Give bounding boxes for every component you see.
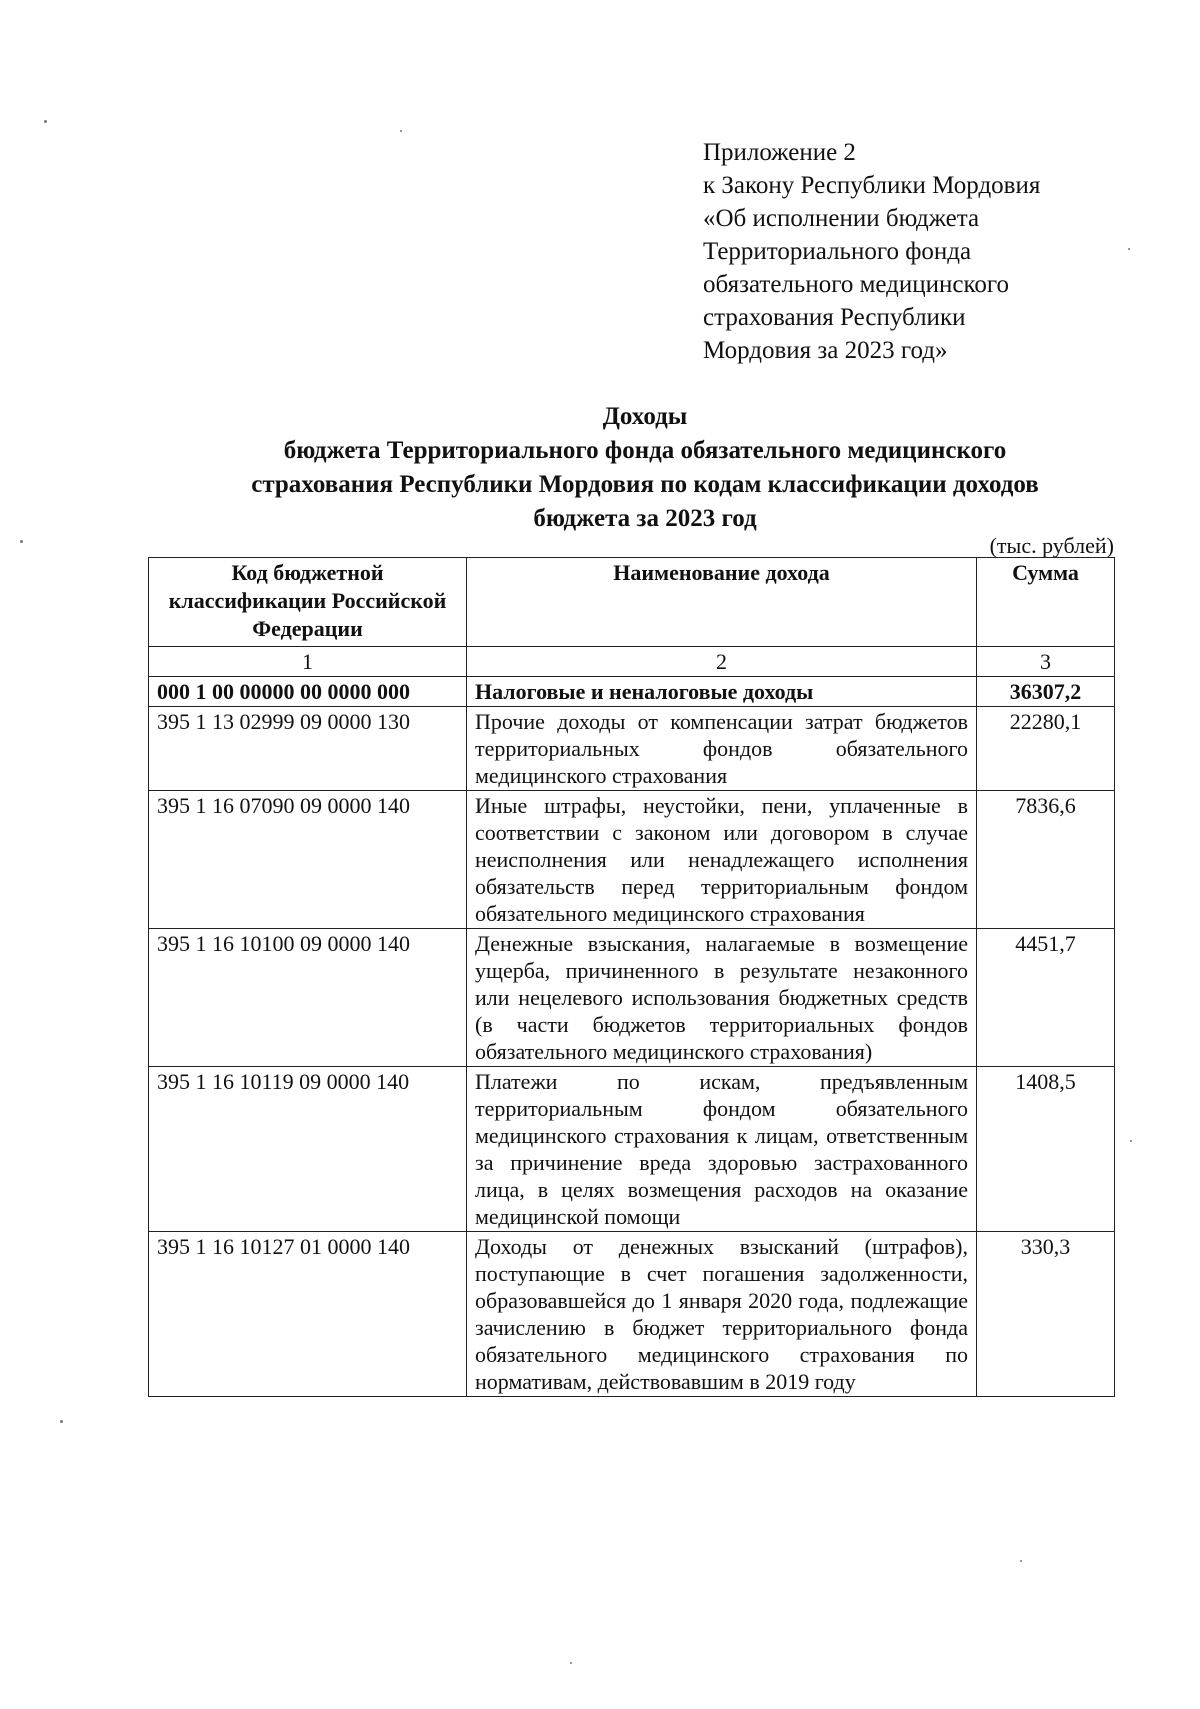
row-amount: 7836,6: [977, 791, 1115, 929]
scan-speck: [60, 1420, 63, 1423]
row-name: Прочие доходы от компенсации затрат бюджетов территориальных фондов обязательного медицинского страхования: [467, 707, 977, 791]
row-code: 395 1 13 02999 09 0000 130: [149, 707, 467, 791]
row-name: Денежные взыскания, налагаемые в возмещение ущерба, причиненного в результате незаконного или нецелевого использования бюджетных средств (в части бюджетов территориальных фондов обязательного медицинского страхования): [467, 929, 977, 1067]
appendix-line: Территориального фонда: [703, 238, 972, 265]
appendix-line: «Об исполнении бюджета: [703, 205, 980, 232]
row-name: Иные штрафы, неустойки, пени, уплаченные в соответствии с законом или договором в случае неисполнения или ненадлежащего исполнения обязательств перед территориальным фондом обязательного медицинского страхования: [467, 791, 977, 929]
title-line: Доходы: [602, 403, 688, 430]
row-code: 395 1 16 10119 09 0000 140: [149, 1067, 467, 1232]
title-line: страхования Республики Мордовия по кодам классификации доходов: [251, 471, 1039, 498]
scan-speck: [400, 130, 402, 132]
scan-speck: [1130, 1140, 1132, 1142]
table-row: [149, 791, 1115, 929]
column-number: 1: [149, 647, 467, 677]
income-table: [148, 557, 1115, 1397]
units-note: (тыс. рублей): [989, 533, 1114, 558]
row-amount: 22280,1: [977, 707, 1115, 791]
appendix-line: обязательного медицинского: [703, 271, 1010, 298]
row-name: Налоговые и неналоговые доходы: [467, 677, 977, 707]
row-code: 395 1 16 07090 09 0000 140: [149, 791, 467, 929]
table-row: [149, 1067, 1115, 1232]
scan-speck: [1128, 248, 1130, 250]
title-line: бюджета Территориального фонда обязательного медицинского: [283, 437, 1007, 464]
row-name: Доходы от денежных взысканий (штрафов), поступающие в счет погашения задолженности, образовавшейся до 1 января 2020 года, подлежащие зачислению в бюджет территориального фонда обязательного медицинского страхования по нормативам, действовавшим в 2019 году: [467, 1232, 977, 1397]
table-row: [149, 707, 1115, 791]
scan-speck: [570, 1662, 572, 1664]
appendix-line: Приложение 2: [703, 139, 856, 166]
title-line: бюджета за 2023 год: [533, 505, 757, 532]
table-header-row: [149, 558, 1115, 647]
scan-speck: [1020, 1560, 1022, 1562]
scan-speck: [44, 120, 47, 123]
row-code: 000 1 00 00000 00 0000 000: [149, 677, 467, 707]
document-title: [140, 400, 1150, 536]
row-code: 395 1 16 10100 09 0000 140: [149, 929, 467, 1067]
row-amount: 36307,2: [977, 677, 1115, 707]
table-row: [149, 1232, 1115, 1397]
column-number: 3: [977, 647, 1115, 677]
table-row-total: [149, 677, 1115, 707]
header-name: Наименование дохода: [467, 558, 977, 647]
row-name: Платежи по искам, предъявленным территориальным фондом обязательного медицинского страхования к лицам, ответственным за причинение вреда здоровью застрахованного лица, в целях возмещения расходов на оказание медицинской помощи: [467, 1067, 977, 1232]
column-number: 2: [467, 647, 977, 677]
header-code: Код бюджетной классификации Российской Федерации: [149, 558, 467, 647]
appendix-line: к Закону Республики Мордовия: [703, 172, 1041, 199]
row-amount: 4451,7: [977, 929, 1115, 1067]
scan-speck: [20, 540, 23, 543]
header-amount: Сумма: [977, 558, 1115, 647]
appendix-line: страхования Республики: [703, 304, 966, 331]
column-number-row: [149, 647, 1115, 677]
row-amount: 1408,5: [977, 1067, 1115, 1232]
appendix-line: Мордовия за 2023 год»: [703, 337, 948, 364]
row-amount: 330,3: [977, 1232, 1115, 1397]
row-code: 395 1 16 10127 01 0000 140: [149, 1232, 467, 1397]
table-row: [149, 929, 1115, 1067]
appendix-note: [703, 136, 1123, 367]
